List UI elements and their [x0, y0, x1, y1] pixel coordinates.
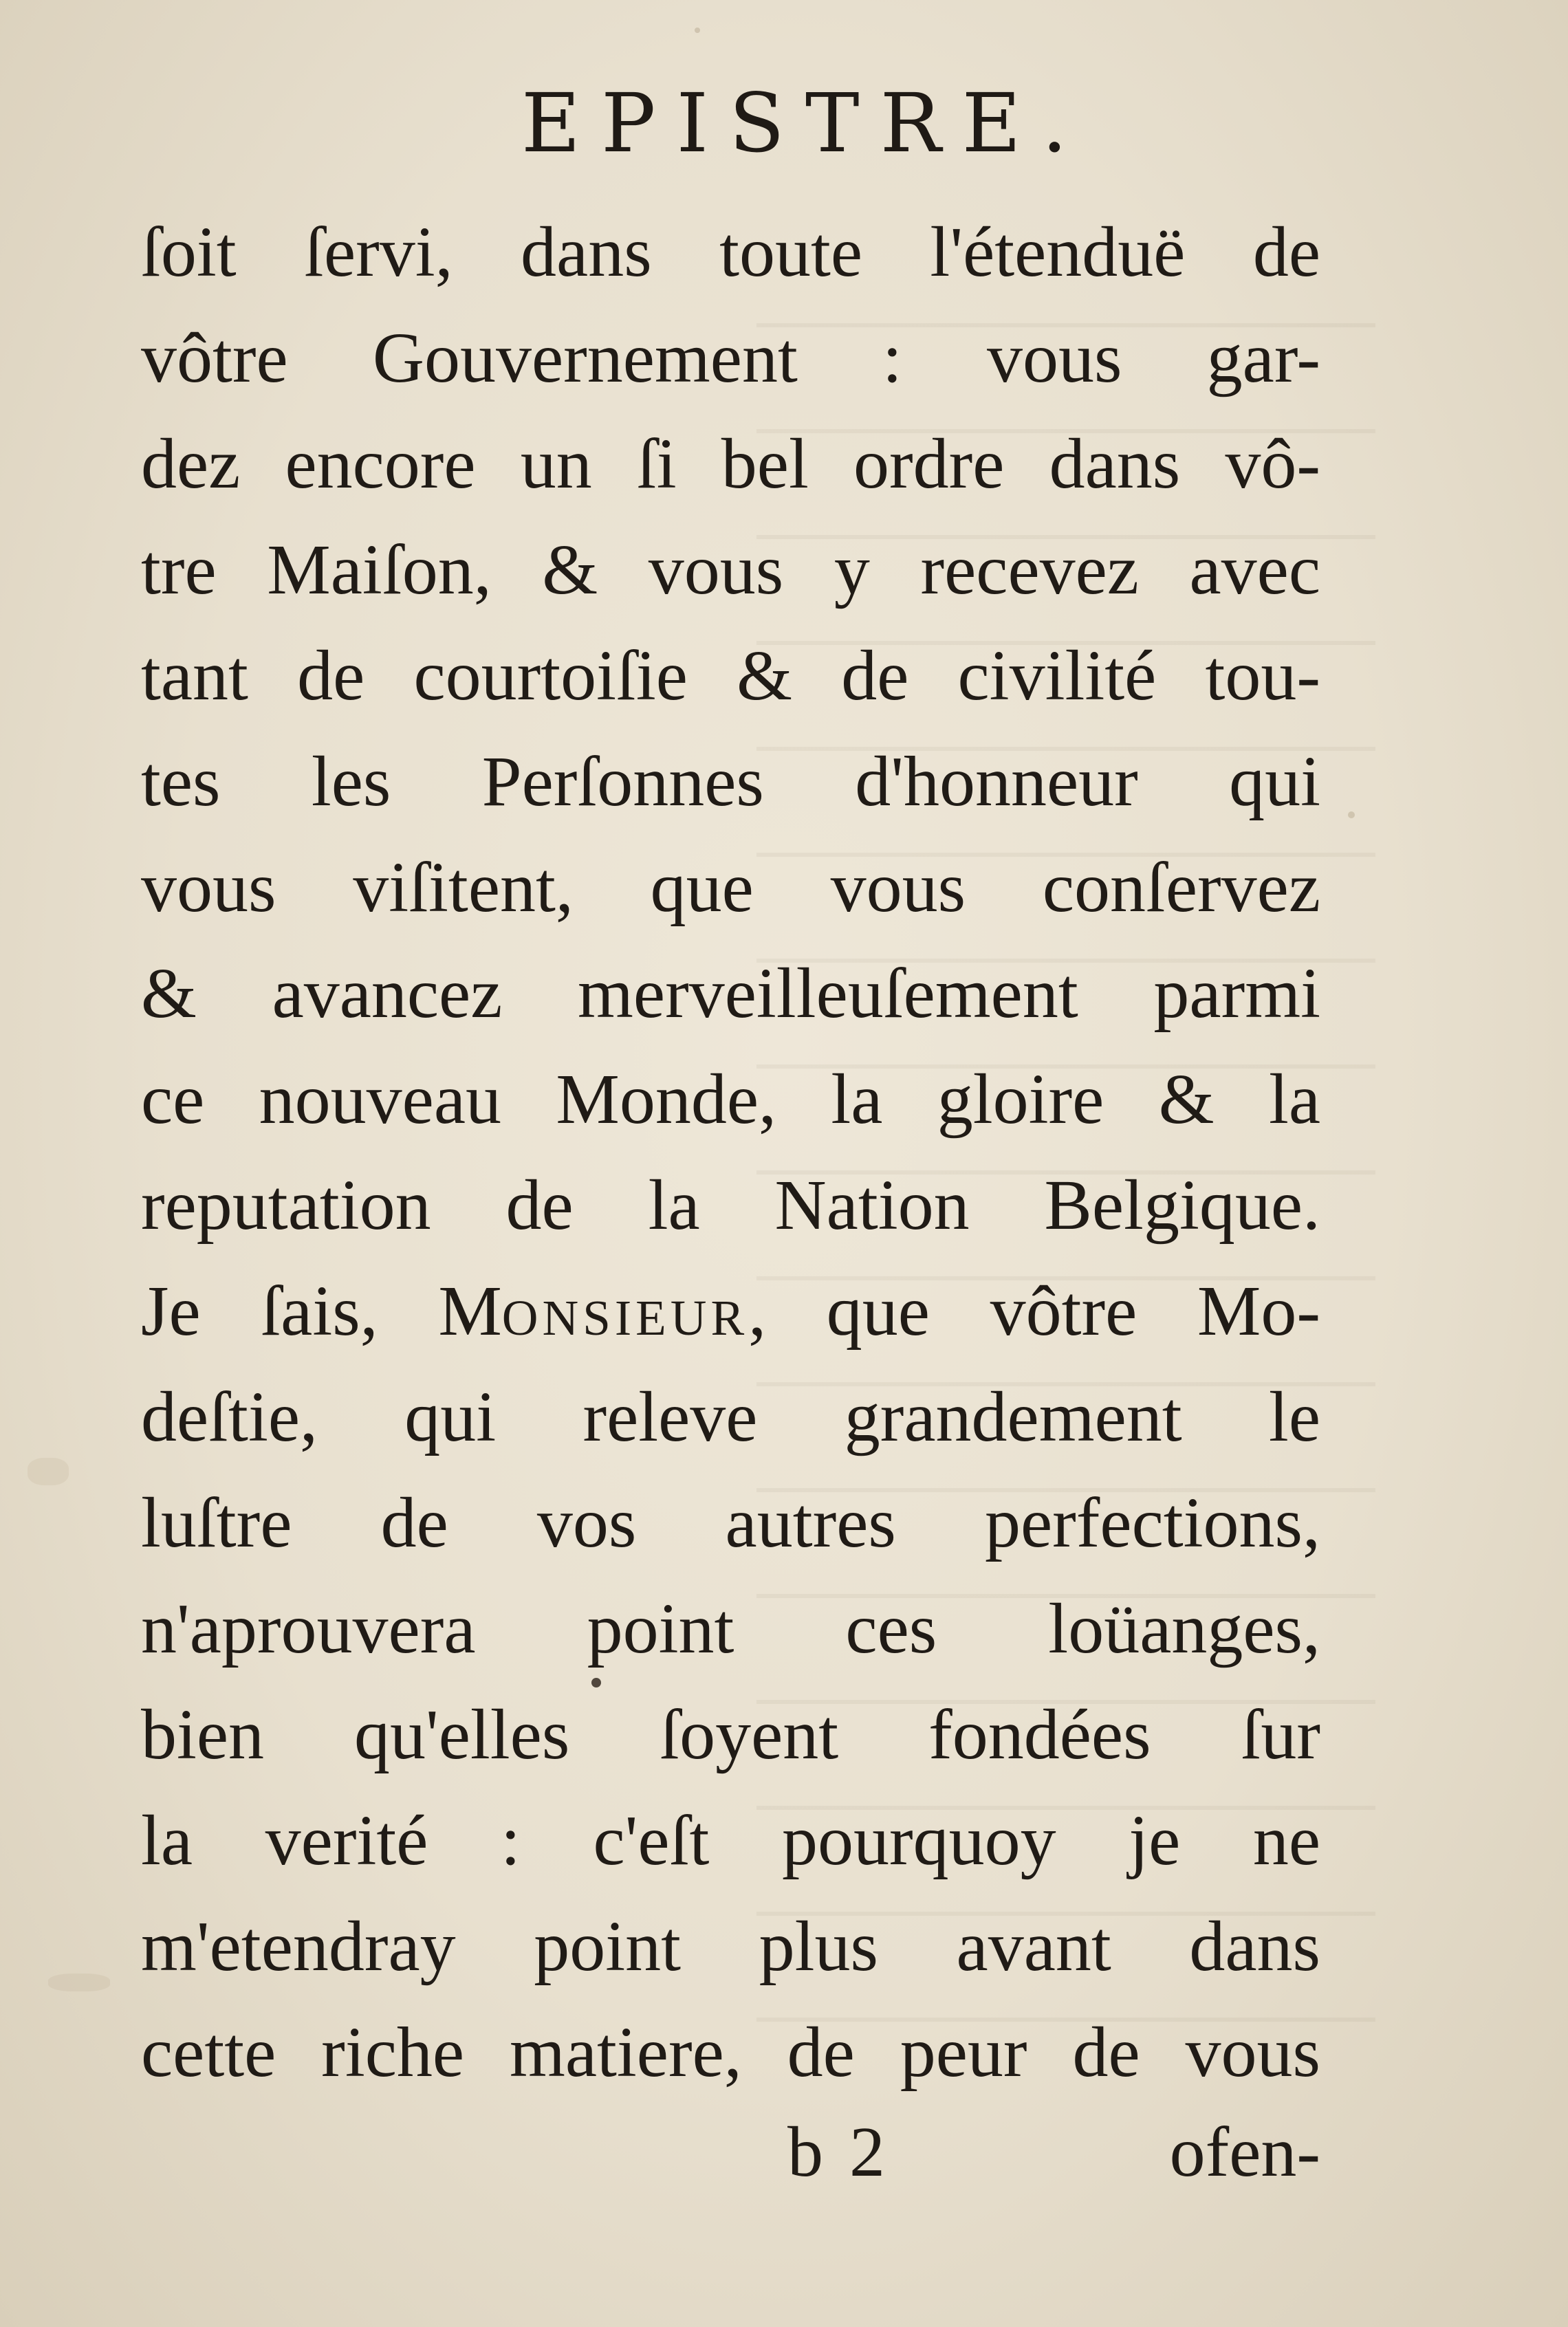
text-line-7: vous viſitent, que vous conſervez — [141, 848, 1320, 927]
text-line-18: cette riche matiere, de peur de vous — [141, 2013, 1320, 2092]
text-line-12: deſtie, qui releve grandement le — [141, 1377, 1320, 1456]
text-line-3: dez encore un ſi bel ordre dans vô- — [141, 424, 1320, 503]
text-line-10: reputation de la Nation Belgique. — [141, 1166, 1320, 1245]
running-head: EPISTRE. — [521, 76, 1089, 171]
text-line-2: vôtre Gouvernement : vous gar- — [141, 318, 1320, 397]
paper-speck — [695, 28, 700, 33]
paper-speck — [48, 1974, 110, 1991]
line-11-end: , que vôtre Mo- — [748, 1271, 1321, 1351]
text-line-8: & avancez merveilleuſement parmi — [141, 954, 1320, 1033]
text-line-16: la verité : c'eſt pourquoy je ne — [141, 1801, 1320, 1880]
salutation-small-caps: onsieur — [501, 1271, 749, 1351]
signature-mark: b 2 — [787, 2112, 889, 2192]
text-line-13: luſtre de vos autres perfections, — [141, 1483, 1320, 1562]
paper-speck — [28, 1458, 69, 1485]
paper-speck — [1348, 811, 1355, 818]
catchword: ofen- — [1169, 2112, 1320, 2192]
body-text — [141, 199, 1320, 2106]
text-line-14: n'aprouvera point ces loüanges, — [141, 1589, 1320, 1668]
paper-speck — [591, 1678, 601, 1687]
text-line-9: ce nouveau Monde, la gloire & la — [141, 1060, 1320, 1139]
text-line-17: m'etendray point plus avant dans — [141, 1907, 1320, 1986]
line-11-start: Je ſais, M — [141, 1271, 502, 1351]
text-line-5: tant de courtoiſie & de civilité tou- — [141, 636, 1320, 715]
text-line-6: tes les Perſonnes d'honneur qui — [141, 742, 1320, 821]
text-line-4: tre Maiſon, & vous y recevez avec — [141, 530, 1320, 609]
text-line-15: bien qu'elles ſoyent fondées ſur — [141, 1695, 1320, 1774]
text-line-1: ſoit ſervi, dans toute l'étenduë de — [141, 212, 1320, 292]
page-footer — [141, 2111, 1320, 2217]
text-line-11 — [141, 1258, 1320, 1364]
